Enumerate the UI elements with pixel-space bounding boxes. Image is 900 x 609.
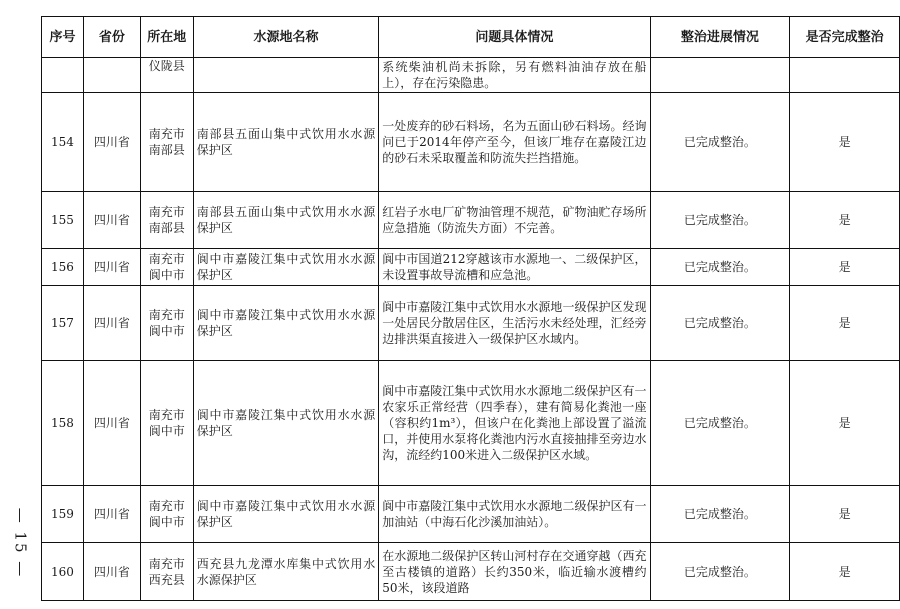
- cell-source-name: 阆中市嘉陵江集中式饮用水水源保护区: [193, 286, 379, 361]
- table-row: [42, 286, 900, 361]
- table-row: [42, 249, 900, 286]
- cell-completed: [790, 58, 900, 93]
- cell-completed: 是: [790, 93, 900, 192]
- header-province: 省份: [83, 17, 140, 58]
- cell-location: 南充市阆中市: [140, 286, 193, 361]
- cell-no: 158: [42, 361, 84, 486]
- remediation-table: [41, 16, 900, 601]
- cell-source-name: 阆中市嘉陵江集中式饮用水水源保护区: [193, 249, 379, 286]
- cell-progress: 已完成整治。: [650, 192, 790, 249]
- cell-location: 南充市西充县: [140, 543, 193, 601]
- cell-issue: 红岩子水电厂矿物油管理不规范，矿物油贮存场所应急措施（防流失方面）不完善。: [379, 192, 650, 249]
- cell-issue: 阆中市嘉陵江集中式饮用水水源地二级保护区有一加油站（中海石化沙溪加油站）。: [379, 486, 650, 543]
- table-row: [42, 543, 900, 601]
- cell-issue: 一处废弃的砂石料场，名为五面山砂石料场。经询问已于2014年停产至今，但该厂堆存在嘉陵江边的砂石未采取覆盖和防流失拦挡措施。: [379, 93, 650, 192]
- header-location: 所在地: [140, 17, 193, 58]
- cell-source-name: 南部县五面山集中式饮用水水源保护区: [193, 93, 379, 192]
- table-row: [42, 192, 900, 249]
- table-row: [42, 361, 900, 486]
- cell-completed: 是: [790, 486, 900, 543]
- cell-province: 四川省: [83, 361, 140, 486]
- page-number: [8, 498, 32, 588]
- cell-no: 157: [42, 286, 84, 361]
- cell-no: [42, 58, 84, 93]
- table-row: [42, 93, 900, 192]
- header-row: [42, 17, 900, 58]
- cell-source-name: [193, 58, 379, 93]
- cell-progress: 已完成整治。: [650, 286, 790, 361]
- cell-no: 159: [42, 486, 84, 543]
- cell-no: 154: [42, 93, 84, 192]
- cell-location: 仪陇县: [140, 58, 193, 93]
- cell-completed: 是: [790, 286, 900, 361]
- cell-completed: 是: [790, 543, 900, 601]
- header-completed: 是否完成整治: [790, 17, 900, 58]
- cell-issue: 阆中市嘉陵江集中式饮用水水源地一级保护区发现一处居民分散居住区，生活污水未经处理，汇经旁边排洪渠直接进入一级保护区水域内。: [379, 286, 650, 361]
- cell-source-name: 阆中市嘉陵江集中式饮用水水源保护区: [193, 361, 379, 486]
- cell-no: 155: [42, 192, 84, 249]
- cell-province: 四川省: [83, 192, 140, 249]
- cell-province: 四川省: [83, 249, 140, 286]
- cell-completed: 是: [790, 249, 900, 286]
- cell-progress: [650, 58, 790, 93]
- cell-issue: 系统柴油机尚未拆除，另有燃料油油存放在船上），存在污染隐患。: [379, 58, 650, 93]
- cell-no: 156: [42, 249, 84, 286]
- cell-progress: 已完成整治。: [650, 93, 790, 192]
- header-no: 序号: [42, 17, 84, 58]
- cell-province: 四川省: [83, 486, 140, 543]
- cell-issue: 在水源地二级保护区转山河村存在交通穿越（西充至古楼镇的道路）长约350米，临近输水渡槽约50米，该段道路: [379, 543, 650, 601]
- cell-province: 四川省: [83, 286, 140, 361]
- table-row: [42, 58, 900, 93]
- cell-location: 南充市阆中市: [140, 361, 193, 486]
- cell-source-name: 阆中市嘉陵江集中式饮用水水源保护区: [193, 486, 379, 543]
- cell-completed: 是: [790, 361, 900, 486]
- page-number-text: — 15 —: [11, 507, 29, 579]
- cell-issue: 阆中市国道212穿越该市水源地一、二级保护区，未设置事故导流槽和应急池。: [379, 249, 650, 286]
- cell-location: 南充市南部县: [140, 192, 193, 249]
- cell-no: 160: [42, 543, 84, 601]
- cell-province: [83, 58, 140, 93]
- cell-progress: 已完成整治。: [650, 249, 790, 286]
- cell-progress: 已完成整治。: [650, 543, 790, 601]
- cell-issue: 阆中市嘉陵江集中式饮用水水源地二级保护区有一农家乐正常经营（四季春），建有简易化粪池一座（容积约1m³），但该户在化粪池上部设置了溢流口，并使用水泵将化粪池内污水直接抽排至旁边水沟，流经约100米进入二级保护区水域。: [379, 361, 650, 486]
- cell-location: 南充市阆中市: [140, 486, 193, 543]
- cell-source-name: 西充县九龙潭水库集中式饮用水水源保护区: [193, 543, 379, 601]
- cell-province: 四川省: [83, 543, 140, 601]
- cell-source-name: 南部县五面山集中式饮用水水源保护区: [193, 192, 379, 249]
- cell-province: 四川省: [83, 93, 140, 192]
- header-progress: 整治进展情况: [650, 17, 790, 58]
- cell-completed: 是: [790, 192, 900, 249]
- cell-location: 南充市阆中市: [140, 249, 193, 286]
- cell-location: 南充市南部县: [140, 93, 193, 192]
- header-issue: 问题具体情况: [379, 17, 650, 58]
- table-row: [42, 486, 900, 543]
- cell-progress: 已完成整治。: [650, 361, 790, 486]
- header-source-name: 水源地名称: [193, 17, 379, 58]
- cell-progress: 已完成整治。: [650, 486, 790, 543]
